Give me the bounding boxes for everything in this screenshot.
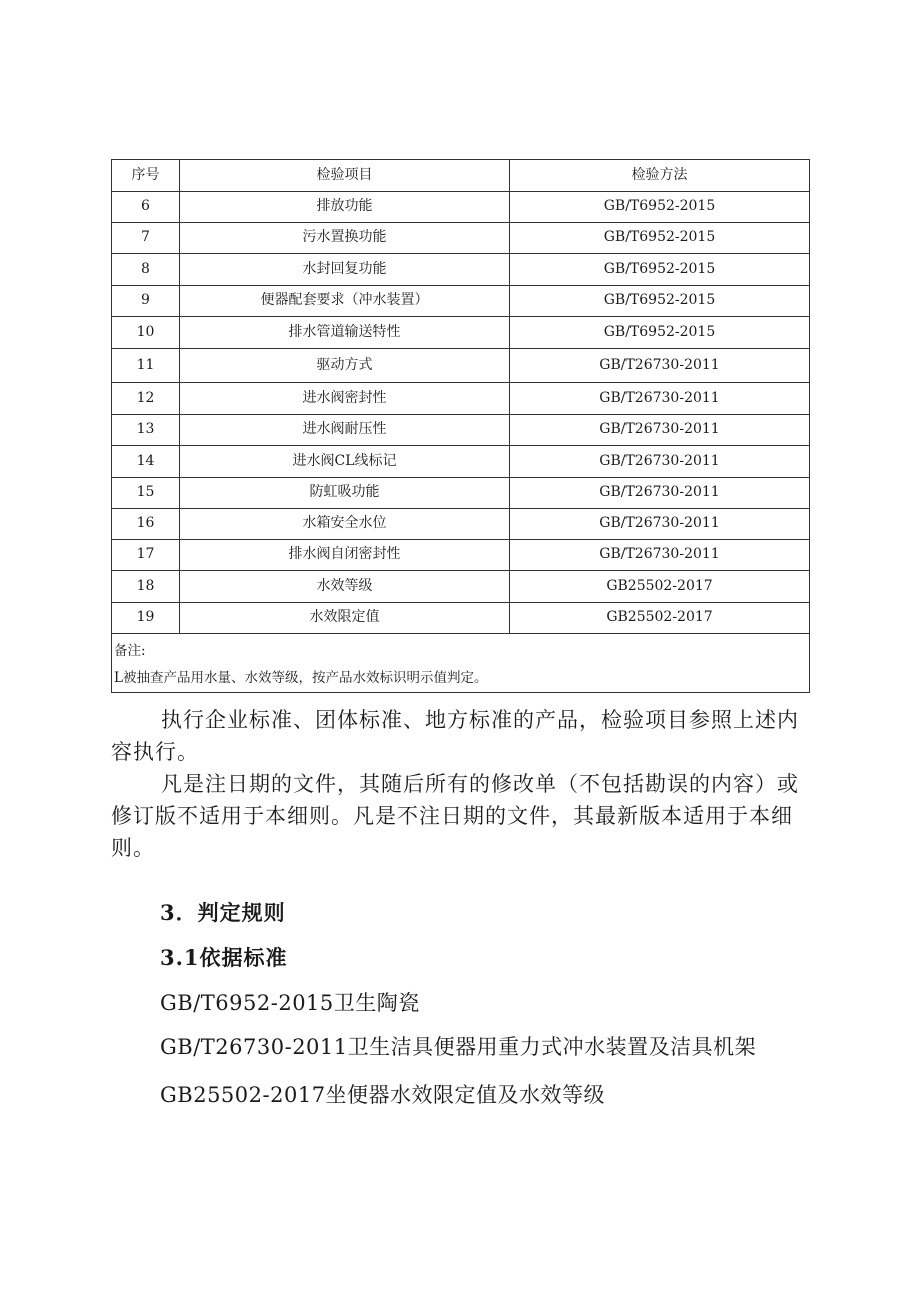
- row-method-cell: GB/T6952-2015: [510, 223, 810, 254]
- row-seq-cell: 14: [112, 446, 180, 478]
- header-method: 检验方法: [510, 160, 810, 192]
- row-seq-cell: 10: [112, 317, 180, 349]
- paragraph-dated-documents: 凡是注日期的文件，其随后所有的修改单（不包括勘误的内容）或修订版不适用于本细则。凡是不注日期的文件，其最新版本适用于本细则。: [111, 772, 799, 860]
- row-seq-cell: 8: [112, 254, 180, 286]
- row-seq-cell: 7: [112, 223, 180, 254]
- row-method-cell: GB/T6952-2015: [510, 192, 810, 223]
- note-text: L被抽查产品用水量、水效等级，按产品水效标识明示值判定。: [114, 670, 488, 686]
- table-row: [112, 478, 810, 509]
- row-seq-cell: 9: [112, 286, 180, 317]
- table-row: [112, 383, 810, 415]
- row-item-cell: 进水阀CL线标记: [180, 446, 510, 478]
- table-note-row: [112, 634, 810, 693]
- table-row: [112, 192, 810, 223]
- row-method-cell: GB/T26730-2011: [510, 509, 810, 540]
- table-row: [112, 603, 810, 634]
- row-item-cell: 防虹吸功能: [180, 478, 510, 509]
- row-item-cell: 排放功能: [180, 192, 510, 223]
- table-row: [112, 540, 810, 571]
- row-item-cell: 水效等级: [180, 571, 510, 603]
- table-row: [112, 254, 810, 286]
- row-method-cell: GB/T26730-2011: [510, 383, 810, 415]
- row-method-cell: GB25502-2017: [510, 603, 810, 634]
- row-item-cell: 水效限定值: [180, 603, 510, 634]
- row-method-cell: GB/T26730-2011: [510, 349, 810, 383]
- row-item-cell: 水箱安全水位: [180, 509, 510, 540]
- row-item-cell: 排水管道输送特性: [180, 317, 510, 349]
- table-row: [112, 509, 810, 540]
- table-row: [112, 415, 810, 446]
- standard-item: GB/T6952-2015卫生陶瓷: [160, 991, 420, 1015]
- row-seq-cell: 13: [112, 415, 180, 446]
- row-seq-cell: 6: [112, 192, 180, 223]
- row-seq-cell: 17: [112, 540, 180, 571]
- row-method-cell: GB/T26730-2011: [510, 446, 810, 478]
- standard-item: GB25502-2017坐便器水效限定值及水效等级: [160, 1083, 606, 1107]
- section-heading-basis-standards: 3.1依据标准: [160, 945, 288, 970]
- table-note-cell: [112, 634, 810, 693]
- row-seq-cell: 18: [112, 571, 180, 603]
- table-row: [112, 317, 810, 349]
- row-method-cell: GB/T26730-2011: [510, 540, 810, 571]
- table-row: [112, 571, 810, 603]
- header-item: 检验项目: [180, 160, 510, 192]
- table-row: [112, 286, 810, 317]
- row-method-cell: GB/T6952-2015: [510, 286, 810, 317]
- header-seq: 序号: [112, 160, 180, 192]
- row-seq-cell: 16: [112, 509, 180, 540]
- row-seq-cell: 19: [112, 603, 180, 634]
- standard-item: GB/T26730-2011卫生洁具便器用重力式冲水装置及洁具机架: [160, 1035, 757, 1059]
- row-seq-cell: 11: [112, 349, 180, 383]
- table-row: [112, 349, 810, 383]
- row-seq-cell: 12: [112, 383, 180, 415]
- row-method-cell: GB/T6952-2015: [510, 317, 810, 349]
- table-row: [112, 223, 810, 254]
- row-item-cell: 进水阀密封性: [180, 383, 510, 415]
- row-method-cell: GB/T26730-2011: [510, 478, 810, 509]
- row-method-cell: GB25502-2017: [510, 571, 810, 603]
- row-item-cell: 排水阀自闭密封性: [180, 540, 510, 571]
- row-item-cell: 进水阀耐压性: [180, 415, 510, 446]
- row-item-cell: 驱动方式: [180, 349, 510, 383]
- row-seq-cell: 15: [112, 478, 180, 509]
- table-row: [112, 446, 810, 478]
- row-item-cell: 污水置换功能: [180, 223, 510, 254]
- paragraph-scope: 执行企业标准、团体标准、地方标准的产品，检验项目参照上述内容执行。: [111, 708, 799, 764]
- note-label: 备注:: [114, 643, 146, 659]
- row-item-cell: 水封回复功能: [180, 254, 510, 286]
- section-heading-judgment-rules: 3．判定规则: [160, 900, 286, 925]
- row-method-cell: GB/T26730-2011: [510, 415, 810, 446]
- inspection-items-table: [111, 159, 810, 693]
- row-method-cell: GB/T6952-2015: [510, 254, 810, 286]
- table-header-row: [112, 160, 810, 192]
- row-item-cell: 便器配套要求（冲水装置）: [180, 286, 510, 317]
